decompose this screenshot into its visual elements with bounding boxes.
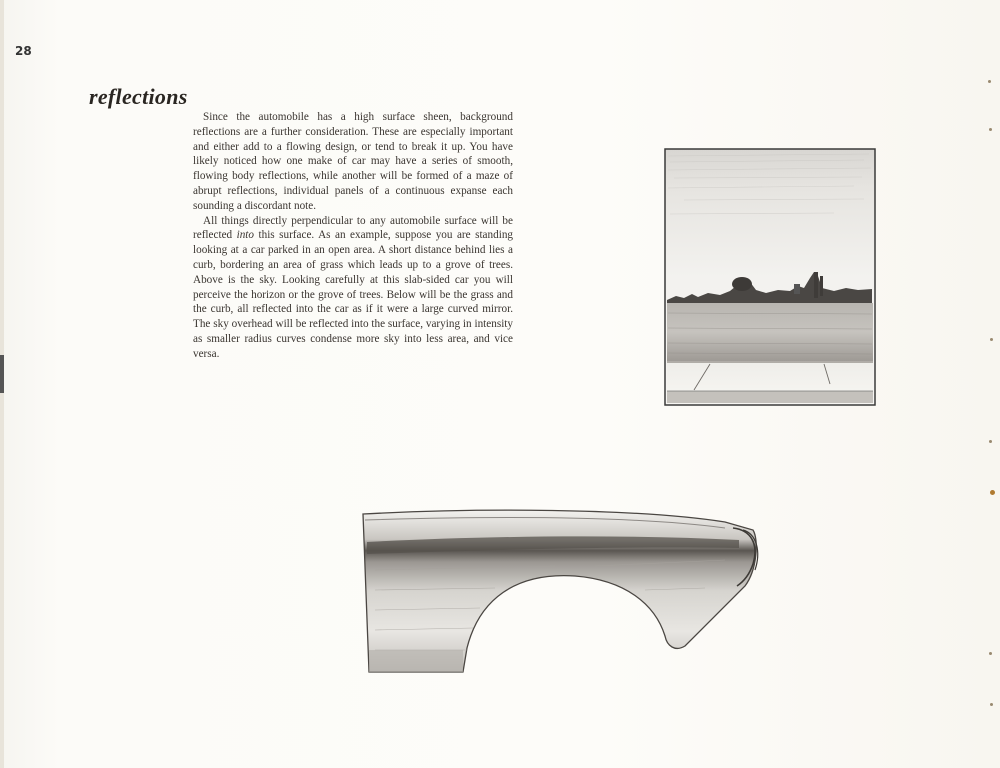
section-title: reflections	[89, 84, 188, 109]
landscape-sketch-icon	[664, 148, 876, 406]
paragraph-2-end: this surface. As an example, suppose you are standing looking at a car parked in an open area. A short distance behind lies a curb, bordering an area of grass which leads up to a grove of trees. Above is the sky. Looking carefully at this slab-sided car you will perceive the horizon or the grove of trees. Below will be the grass and the curb, all reflected into the car as if it were a large curved mirror. The sky overhead will be reflected into the surface, varying in intensity as smaller radius curves condense more sky into less area, and vice versa.	[193, 229, 514, 360]
paragraph-1: Since the automobile has a high surface sheen, background reflections are a further consideration. These are especially important and either add to a flowing design, or tend to break it up. You have likely noticed how one make of car may have a series of smooth, flowing body reflections, while another will be formed of a maze of abrupt reflections, individual panels of a continuous expanse each sounding a discordant note.	[193, 111, 513, 212]
article-body	[193, 110, 513, 362]
paper-speck	[989, 440, 992, 443]
paragraph-2-start: All things directly perpendicular to any automobile surface will be reflected	[193, 214, 513, 242]
paper-speck	[990, 703, 993, 706]
page-edge-mark	[0, 355, 4, 393]
paper-speck	[990, 490, 995, 495]
paper-speck	[990, 338, 993, 341]
paragraph-2-emphasis: into	[236, 229, 255, 242]
page-number: 28	[15, 44, 32, 58]
paper-speck	[989, 128, 992, 131]
fender-sketch-icon	[355, 500, 775, 680]
paragraph-2	[193, 214, 513, 362]
paper-speck	[989, 652, 992, 655]
paper-speck	[988, 80, 991, 83]
